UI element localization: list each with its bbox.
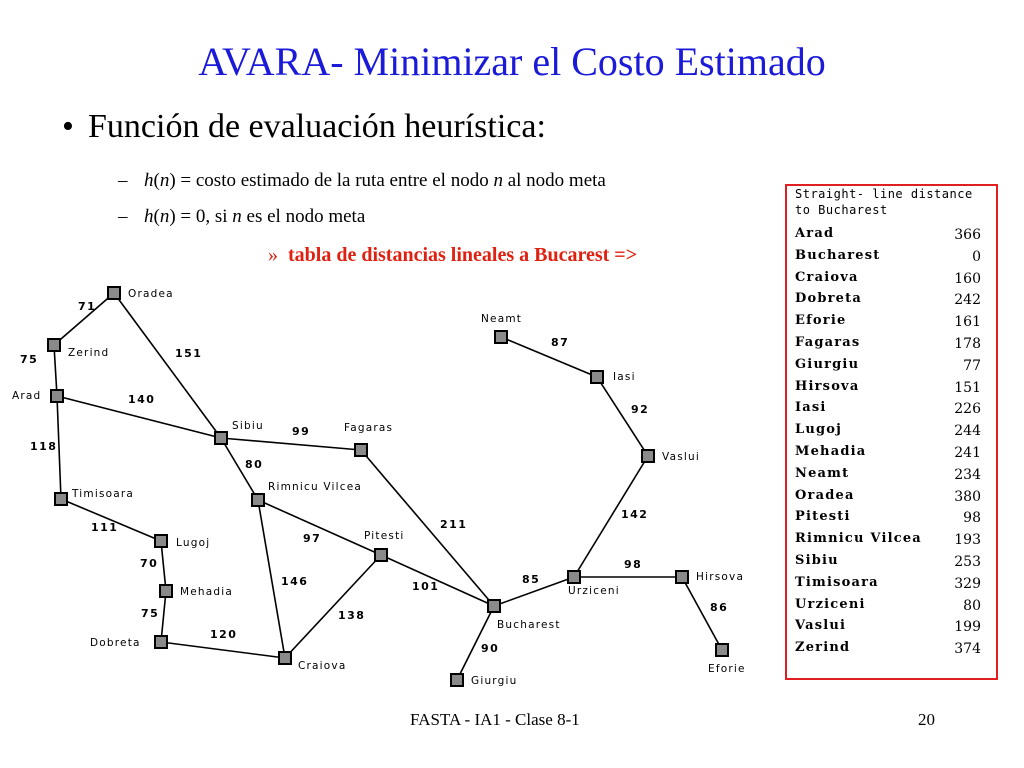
- formula-n2: n: [232, 206, 242, 227]
- road-distance-label: 142: [621, 508, 649, 521]
- city-node-giurgiu: [451, 674, 463, 686]
- distance-value: 161: [954, 314, 981, 331]
- city-node-neamt: [495, 331, 507, 343]
- road-oradea-sibiu: [114, 293, 221, 438]
- sub-bullet-1: – h(n) = costo estimado de la ruta entre el nodo n al nodo meta: [118, 170, 606, 191]
- distance-city-name: Hirsova: [795, 378, 860, 394]
- road-distance-label: 211: [440, 518, 468, 531]
- distance-city-name: Dobreta: [795, 291, 862, 307]
- city-label-sibiu: Sibiu: [232, 420, 264, 432]
- distance-value: 241: [954, 445, 981, 461]
- road-vaslui-iasi: [597, 377, 648, 456]
- table-note: [268, 244, 637, 267]
- city-label-pitesti: Pitesti: [364, 530, 405, 542]
- road-iasi-neamt: [501, 337, 597, 377]
- city-node-arad: [51, 390, 63, 402]
- road-sibiu-fagaras: [221, 438, 361, 450]
- distance-table-row: [795, 226, 981, 248]
- distance-city-name: Vaslui: [795, 618, 847, 634]
- city-label-eforie: Eforie: [708, 663, 746, 675]
- city-label-iasi: Iasi: [613, 371, 636, 383]
- distance-city-name: Giurgiu: [795, 356, 860, 372]
- city-node-oradea: [108, 287, 120, 299]
- city-label-mehadia: Mehadia: [180, 586, 234, 598]
- distance-city-name: Pitesti: [795, 509, 851, 525]
- distance-value: 374: [954, 641, 981, 658]
- distance-table-header-line1: Straight- line distance: [795, 187, 973, 201]
- footer-text: FASTA - IA1 - Clase 8-1: [410, 710, 580, 729]
- city-label-craiova: Craiova: [298, 660, 347, 672]
- distance-value: 234: [954, 466, 981, 483]
- city-node-eforie: [716, 644, 728, 656]
- page-number: 20: [918, 710, 935, 729]
- city-label-neamt: Neamt: [481, 313, 523, 325]
- distance-value: 226: [954, 401, 981, 418]
- distance-city-name: Eforie: [795, 313, 847, 329]
- distance-table-row: [795, 509, 981, 531]
- road-arad-timisoara: [57, 396, 61, 499]
- city-node-vaslui: [642, 450, 654, 462]
- city-node-hirsova: [676, 571, 688, 583]
- sub2-end: es el nodo meta: [241, 206, 366, 227]
- distance-value: 380: [954, 488, 981, 505]
- distance-table-row: [795, 531, 981, 553]
- road-distance-label: 120: [210, 628, 238, 641]
- road-distance-label: 111: [91, 521, 119, 534]
- sub-bullet-2: – h(n) = 0, si n es el nodo meta: [118, 206, 366, 227]
- road-distance-label: 75: [20, 353, 39, 366]
- romania-map: [0, 280, 780, 700]
- city-node-craiova: [279, 652, 291, 664]
- distance-value: 80: [963, 597, 981, 614]
- road-mehadia-dobreta: [161, 591, 166, 642]
- distance-table-row: [795, 313, 981, 335]
- distance-value: 178: [954, 336, 981, 352]
- city-label-timisoara: Timisoara: [72, 488, 135, 500]
- formula-n2: n: [493, 170, 503, 191]
- distance-city-name: Arad: [795, 226, 835, 241]
- road-distance-label: 98: [624, 558, 643, 571]
- distance-city-name: Zerind: [795, 640, 851, 656]
- distance-city-name: Iasi: [795, 400, 827, 416]
- distance-city-name: Oradea: [795, 487, 855, 503]
- road-distance-label: 101: [412, 580, 440, 593]
- city-node-sibiu: [215, 432, 227, 444]
- distance-table-row: [795, 335, 981, 357]
- distance-value: 151: [954, 379, 981, 396]
- city-label-zerind: Zerind: [68, 347, 110, 359]
- bullet-dot-icon: •: [62, 108, 74, 145]
- main-bullet: [62, 108, 546, 146]
- distance-table-row: [795, 270, 981, 292]
- city-node-pitesti: [375, 549, 387, 561]
- city-label-urziceni: Urziceni: [568, 585, 620, 597]
- table-note-text: tabla de distancias lineales a Bucarest =>: [288, 244, 638, 266]
- distance-city-name: Timisoara: [795, 574, 879, 590]
- distance-table-row: [795, 422, 981, 444]
- formula-h: h: [144, 170, 154, 191]
- city-label-oradea: Oradea: [128, 288, 174, 300]
- distance-city-name: Neamt: [795, 465, 850, 481]
- distance-table-row: [795, 400, 981, 422]
- distance-table-row: [795, 553, 981, 575]
- road-distance-label: 85: [522, 573, 541, 586]
- sub1-text: = costo estimado de la ruta entre el nodo: [175, 170, 494, 191]
- road-distance-label: 71: [78, 300, 97, 313]
- road-distance-label: 70: [140, 557, 159, 570]
- distance-value: 77: [963, 357, 981, 374]
- distance-value: 199: [954, 619, 981, 636]
- distance-value: 0: [972, 248, 981, 265]
- distance-city-name: Rimnicu Vilcea: [795, 531, 922, 547]
- city-label-dobreta: Dobreta: [90, 637, 141, 649]
- road-distance-label: 92: [631, 403, 650, 416]
- distance-city-name: Fagaras: [795, 335, 861, 350]
- road-distance-label: 80: [245, 458, 264, 471]
- city-node-zerind: [48, 339, 60, 351]
- distance-city-name: Craiova: [795, 269, 859, 285]
- distance-value: 160: [954, 270, 981, 287]
- road-distance-label: 140: [128, 393, 156, 406]
- distance-table-row: [795, 248, 981, 270]
- city-node-timisoara: [55, 493, 67, 505]
- formula-n: n: [159, 206, 170, 227]
- distance-city-name: Lugoj: [795, 422, 843, 438]
- distance-value: 329: [954, 575, 981, 592]
- distance-value: 193: [954, 532, 981, 549]
- distance-table-row: [795, 597, 981, 619]
- distance-table-row: [795, 379, 981, 401]
- city-node-rimnicu: [252, 494, 264, 506]
- distance-city-name: Urziceni: [795, 596, 866, 612]
- road-distance-label: 118: [30, 440, 58, 453]
- road-rimnicu-pitesti: [258, 500, 381, 555]
- city-label-fagaras: Fagaras: [344, 422, 394, 434]
- distance-table-row: [795, 640, 981, 662]
- road-distance-label: 146: [281, 575, 309, 588]
- dash-icon: –: [118, 206, 128, 227]
- distance-table: [785, 184, 998, 680]
- sub2-text: = 0, si: [175, 206, 233, 227]
- formula-n: n: [159, 170, 170, 191]
- city-node-dobreta: [155, 636, 167, 648]
- city-label-lugoj: Lugoj: [176, 537, 211, 549]
- distance-table-row: [795, 466, 981, 488]
- distance-value: 242: [954, 292, 981, 309]
- formula-h: h: [144, 206, 154, 227]
- city-node-lugoj: [155, 535, 167, 547]
- distance-city-name: Mehadia: [795, 444, 867, 459]
- dash-icon: –: [118, 170, 128, 191]
- city-node-iasi: [591, 371, 603, 383]
- road-distance-label: 138: [338, 609, 366, 622]
- distance-table-row: [795, 444, 981, 466]
- city-node-urziceni: [568, 571, 580, 583]
- road-timisoara-lugoj: [61, 499, 161, 541]
- distance-table-row: [795, 575, 981, 597]
- road-distance-label: 97: [303, 532, 322, 545]
- city-label-bucharest: Bucharest: [497, 619, 561, 631]
- distance-table-header-line2: to Bucharest: [795, 203, 888, 217]
- distance-table-row: [795, 488, 981, 510]
- distance-value: 98: [963, 510, 981, 527]
- city-node-mehadia: [160, 585, 172, 597]
- road-zerind-arad: [54, 345, 57, 396]
- road-dobreta-craiova: [161, 642, 285, 658]
- distance-value: 253: [954, 554, 981, 570]
- distance-city-name: Bucharest: [795, 247, 881, 263]
- distance-table-row: [795, 291, 981, 313]
- road-distance-label: 90: [481, 642, 500, 655]
- road-distance-label: 86: [710, 601, 729, 614]
- road-distance-label: 87: [551, 336, 570, 349]
- city-label-arad: Arad: [12, 390, 42, 402]
- city-label-hirsova: Hirsova: [696, 571, 745, 583]
- main-bullet-text: Función de evaluación heurística:: [88, 108, 546, 145]
- distance-table-row: [795, 357, 981, 379]
- distance-value: 244: [954, 423, 981, 440]
- raquo-icon: »: [268, 244, 278, 266]
- distance-value: 366: [954, 227, 981, 243]
- city-label-rimnicu: Rimnicu Vilcea: [268, 481, 363, 493]
- road-distance-label: 75: [141, 607, 160, 620]
- slide-title: AVARA- Minimizar el Costo Estimado: [198, 39, 826, 84]
- city-label-giurgiu: Giurgiu: [471, 675, 518, 687]
- distance-table-header: [795, 186, 973, 218]
- road-lugoj-mehadia: [161, 541, 166, 591]
- city-node-fagaras: [355, 444, 367, 456]
- road-craiova-pitesti: [285, 555, 381, 658]
- city-node-bucharest: [488, 600, 500, 612]
- road-distance-label: 99: [292, 425, 311, 438]
- city-label-vaslui: Vaslui: [662, 451, 700, 463]
- road-distance-label: 151: [175, 347, 203, 360]
- distance-city-name: Sibiu: [795, 553, 839, 568]
- distance-table-row: [795, 618, 981, 640]
- sub1-end: al nodo meta: [502, 170, 606, 191]
